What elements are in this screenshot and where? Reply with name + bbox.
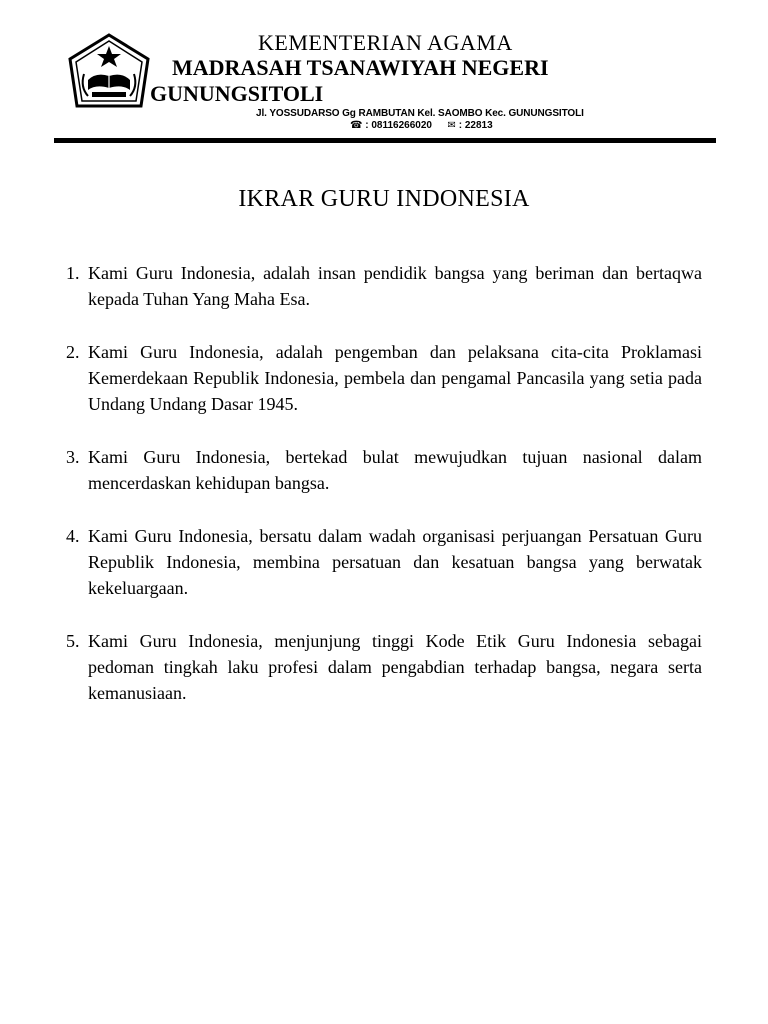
list-item bbox=[66, 523, 702, 601]
school-name-line2: GUNUNGSITOLI bbox=[150, 81, 324, 106]
item-text: Kami Guru Indonesia, adalah insan pendidik bangsa yang beriman dan bertaqwa kepada Tuhan Yang Maha Esa. bbox=[88, 263, 702, 309]
postal-code: : 22813 bbox=[458, 120, 493, 131]
school-name-line1: MADRASAH TSANAWIYAH NEGERI bbox=[172, 55, 549, 80]
item-number: 3. bbox=[66, 447, 80, 467]
list-item bbox=[66, 444, 702, 496]
list-item bbox=[66, 260, 702, 312]
item-text: Kami Guru Indonesia, menjunjung tinggi Kode Etik Guru Indonesia sebagai pedoman tingkah laku profesi dalam pengabdian terhadap bangsa, negara serta kemanusiaan. bbox=[88, 631, 702, 703]
school-address: Jl. YOSSUDARSO Gg RAMBUTAN Kel. SAOMBO Kec. GUNUNGSITOLI bbox=[256, 108, 584, 119]
document-title: IKRAR GURU INDONESIA bbox=[238, 186, 530, 212]
letterhead-divider bbox=[54, 138, 716, 143]
item-text: Kami Guru Indonesia, bertekad bulat mewujudkan tujuan nasional dalam mencerdaskan kehidupan bangsa. bbox=[88, 447, 702, 493]
letterhead bbox=[0, 0, 768, 150]
oath-list bbox=[66, 260, 702, 733]
phone-number: : 08116266020 bbox=[365, 120, 432, 131]
item-number: 4. bbox=[66, 526, 80, 546]
school-contact bbox=[350, 120, 493, 131]
item-text: Kami Guru Indonesia, bersatu dalam wadah organisasi perjuangan Persatuan Guru Republik Indonesia, membina persatuan dan kesatuan bangsa yang berwatak kekeluargaan. bbox=[88, 526, 702, 598]
telephone-icon: ☎ bbox=[350, 120, 363, 131]
list-item bbox=[66, 628, 702, 706]
item-number: 2. bbox=[66, 342, 80, 362]
ministry-emblem-icon bbox=[66, 32, 152, 112]
item-number: 1. bbox=[66, 263, 80, 283]
list-item bbox=[66, 339, 702, 417]
item-text: Kami Guru Indonesia, adalah pengemban dan pelaksana cita-cita Proklamasi Kemerdekaan Republik Indonesia, pembela dan pengamal Pancasila yang setia pada Undang Undang Dasar 1945. bbox=[88, 342, 702, 414]
ministry-name: KEMENTERIAN AGAMA bbox=[258, 30, 513, 55]
item-number: 5. bbox=[66, 631, 80, 651]
envelope-icon: ✉ bbox=[447, 120, 456, 131]
